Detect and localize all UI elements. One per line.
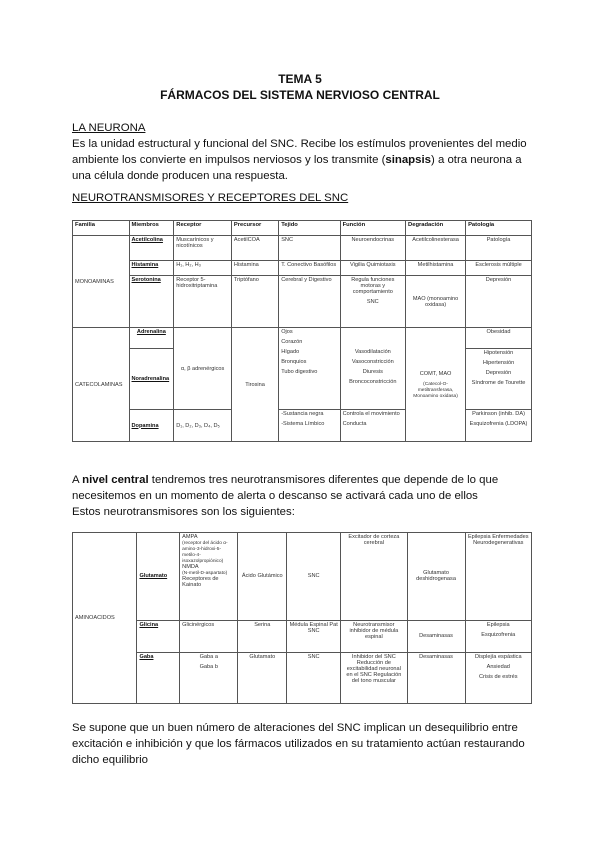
table-cell: Histamina <box>231 261 278 276</box>
cell-line: Hígado <box>281 349 300 356</box>
table-cell <box>340 276 405 328</box>
table-header: Patología <box>466 221 532 236</box>
cell-note: (Catecol-O-metiltransferasa, Monoamino oxidasa) <box>413 381 458 399</box>
table-row <box>73 276 532 328</box>
table-row <box>73 653 532 704</box>
table-row <box>73 620 532 652</box>
table-cell: Desaminasas <box>407 653 465 704</box>
table-header: Receptor <box>174 221 232 236</box>
member-cell: Glicina <box>137 620 180 652</box>
table-cell: Glutamato deshidrogenasa <box>407 533 465 621</box>
cell-line: Epilepsia <box>486 621 510 628</box>
table-cell: Vigilia Quimiotaxis <box>340 261 405 276</box>
table-header: Degradación <box>406 221 466 236</box>
cell-line: Diuresis <box>362 368 383 375</box>
cell-line: NMDA <box>182 564 199 570</box>
table-cell: Glutamato <box>238 653 287 704</box>
cell-line: Síndrome de Tourette <box>471 380 526 387</box>
table-cell: Tirosina <box>231 328 278 442</box>
section-heading-neurona: LA NEURONA <box>72 122 146 134</box>
cell-line: Ojos <box>281 329 293 336</box>
table-cell: Neurotransmisor inhibidor de médula espinal <box>341 620 407 652</box>
table-cell: Depresión <box>466 276 532 328</box>
table-header: Precursor <box>231 221 278 236</box>
cell-line: Bronquios <box>281 359 307 366</box>
cell-line: Tubo digestivo <box>281 369 318 376</box>
table-cell: Serina <box>238 620 287 652</box>
cell-line: Gaba a <box>199 654 218 661</box>
cell-line: Esquizofrenia (LDOPA) <box>469 421 528 428</box>
table-cell: Excitador de corteza cerebral <box>341 533 407 621</box>
table-cell: AcetilCOA <box>231 236 278 261</box>
table-cell: Obesidad <box>466 328 532 349</box>
table-header: Función <box>340 221 405 236</box>
member-cell: Noradrenalina <box>129 349 174 410</box>
cell-line: Hipotensión <box>483 350 514 357</box>
table-cell: Muscarínicos y nicotínicos <box>174 236 232 261</box>
table-header: Tejido <box>279 221 340 236</box>
table-cell <box>180 533 238 621</box>
table-cell: Médula Espinal Pat SNC <box>287 620 341 652</box>
cell-line: Vasoconstricción <box>351 358 394 365</box>
cell-line: Depresión <box>485 370 512 377</box>
table-cell <box>466 410 532 442</box>
cell-note: (receptor del ácido α-amino-3-hidroxi-5-metilo-4-isoxazolpropiónico) <box>182 541 228 564</box>
cell-line: SNC <box>366 299 379 306</box>
table-cell: Desaminasas <box>407 620 465 652</box>
table-cell: Receptor 5-hidroxitriptamina <box>174 276 232 328</box>
central-paragraph: A nivel central tendremos tres neurotransmisores diferentes que depende de lo que necesitemos en un momento de alerta o descanso se activará cada uno de ellos <box>72 474 499 502</box>
table-cell <box>279 328 340 410</box>
cell-line: Parkinson (inhib. DA) <box>472 411 525 418</box>
member-cell: Histamina <box>129 261 174 276</box>
cell-line: Controla el movimiento <box>342 411 400 418</box>
family-cell: AMINOACIDOS <box>73 533 137 704</box>
cell-line: COMT, MAO <box>419 370 452 377</box>
document-subtitle: FÁRMACOS DEL SISTEMA NERVIOSO CENTRAL <box>160 88 440 102</box>
table-cell <box>340 328 405 410</box>
table-cell <box>340 410 405 442</box>
table-cell <box>466 349 532 410</box>
family-cell: MONOAMINAS <box>73 236 130 328</box>
member-cell: Serotonina <box>129 276 174 328</box>
table-row <box>73 236 532 261</box>
table-cell: Acetilcolinesterasa <box>406 236 466 261</box>
table-row <box>73 533 532 621</box>
section-heading-neurotransmisores: NEUROTRANSMISORES Y RECEPTORES DEL SNC <box>72 192 349 204</box>
cell-note: (N-metil-D-aspartato) <box>182 571 228 576</box>
table-cell: Triptófano <box>231 276 278 328</box>
central-paragraph-line2: Estos neurotransmisores son los siguientes: <box>72 506 295 518</box>
table-cell: T. Conectivo Basófilos <box>279 261 340 276</box>
table-row <box>73 328 532 349</box>
table-cell: Patología <box>466 236 532 261</box>
cell-line: Crisis de estrés <box>478 674 518 681</box>
table-cell <box>406 328 466 442</box>
aminoacid-table <box>72 532 532 704</box>
table-cell <box>465 620 531 652</box>
cell-line: Displejía espástica <box>474 654 522 661</box>
family-cell: CATECOLAMINAS <box>73 328 130 442</box>
table-cell: Neuroendocrinas <box>340 236 405 261</box>
table-cell <box>465 653 531 704</box>
table-cell <box>180 653 238 704</box>
cell-line: -Sistema Límbico <box>281 421 325 428</box>
table-cell: Metilhistamina <box>406 261 466 276</box>
table-cell: α, β adrenérgicos <box>174 328 232 410</box>
table-cell: D₁, D₂, D₃, D₄, D₅ <box>174 410 232 442</box>
table-cell: H₁, H₂, H₃ <box>174 261 232 276</box>
table-cell: SNC <box>287 533 341 621</box>
cell-line: AMPA <box>182 534 198 540</box>
table-cell: Epilepsia Enfermedades Neurodegenerativas <box>465 533 531 621</box>
cell-line: Gaba b <box>199 664 218 671</box>
member-cell: Adrenalina <box>129 328 174 349</box>
table-header: Familia <box>73 221 130 236</box>
cell-line: Corazón <box>281 339 303 346</box>
table-cell <box>279 410 340 442</box>
table-cell: SNC <box>279 236 340 261</box>
cell-line: Conducta <box>342 421 367 428</box>
cell-line: Regula funciones motoras y comportamiento <box>351 277 395 296</box>
neurotransmitter-table <box>72 220 532 442</box>
table-header: Miembros <box>129 221 174 236</box>
cell-line: Hipertensión <box>482 360 515 367</box>
table-cell: Glicinérgicos <box>180 620 238 652</box>
table-cell: Esclerosis múltiple <box>466 261 532 276</box>
table-header-row <box>73 221 532 236</box>
cell-line: Ansiedad <box>486 664 510 671</box>
table-cell: Cerebral y Digestivo <box>279 276 340 328</box>
document-title: TEMA 5 <box>278 72 322 86</box>
table-cell: SNC <box>287 653 341 704</box>
member-cell: Dopamina <box>129 410 174 442</box>
member-cell: Glutamato <box>137 533 180 621</box>
table-cell: Ácido Glutámico <box>238 533 287 621</box>
cell-line: -Sustancia negra <box>281 411 324 418</box>
member-cell: Gaba <box>137 653 180 704</box>
neurona-paragraph: Es la unidad estructural y funcional del SNC. Recibe los estímulos provenientes del medio ambiente los convierte en impulsos nerviosos y los transmite (sinapsis) a otra neurona a una célula donde producen una respuesta. <box>72 138 527 182</box>
table-cell: Inhibidor del SNC Reducción de excitabilidad neuronal en el SNC Regulación del tono muscular <box>341 653 407 704</box>
cell-line: Broncoconstricción <box>349 378 397 385</box>
table-cell: MAO (monoamino oxidasa) <box>406 276 466 328</box>
conclusion-paragraph: Se supone que un buen número de alteraciones del SNC implican un desequilibrio entre excitación e inhibición y que los fármacos utilizados en su tratamiento actúan restaurando dicho equilibrio <box>72 722 525 766</box>
table-row <box>73 261 532 276</box>
cell-line: Receptores de Kainato <box>182 576 219 588</box>
cell-line: Vasodilatación <box>354 348 391 355</box>
cell-line: Esquizofrenia <box>481 631 516 638</box>
member-cell: Acetilcolina <box>129 236 174 261</box>
